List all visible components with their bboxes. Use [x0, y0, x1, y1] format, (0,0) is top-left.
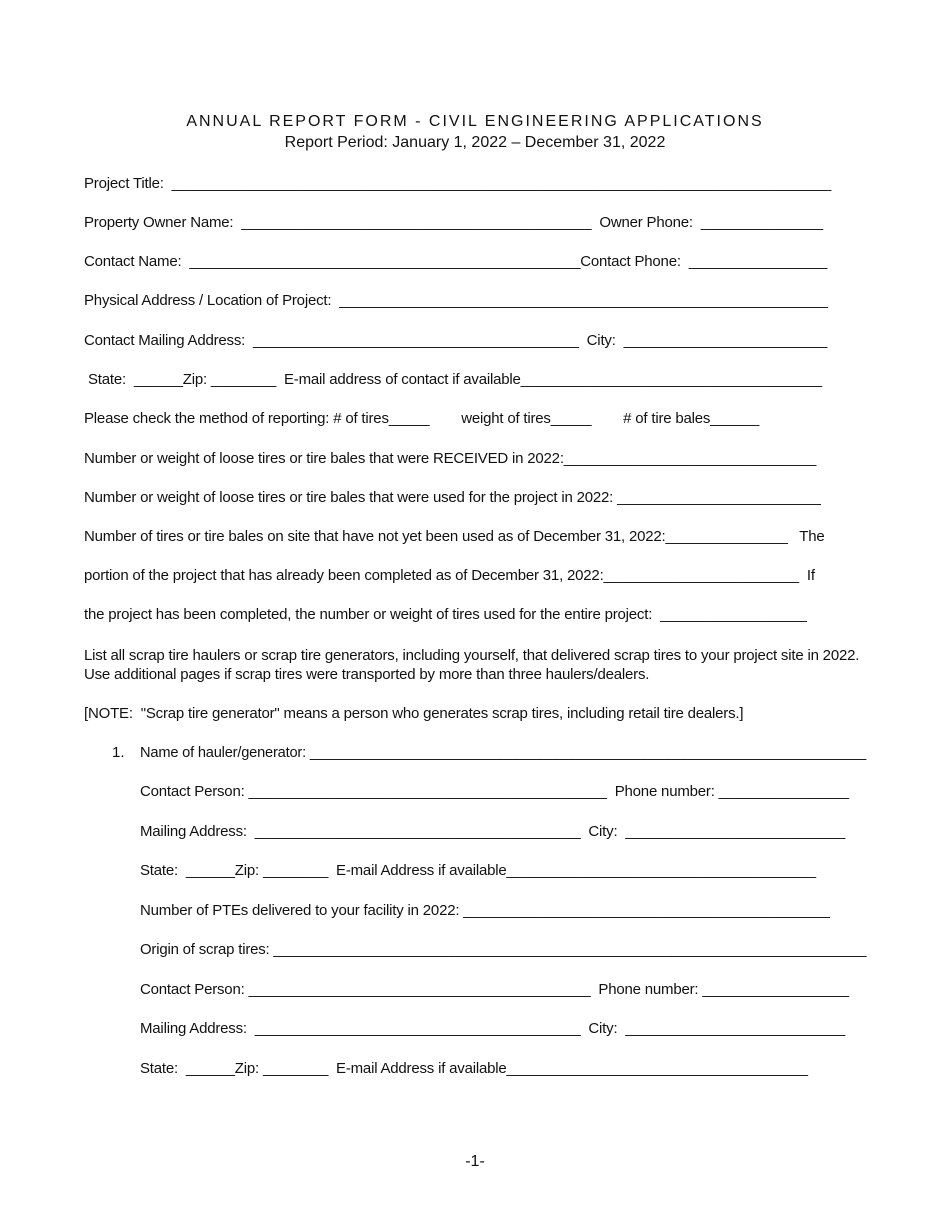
entire-project-tires-field[interactable]: the project has been completed, the number or weight of tires used for the entire project: __________________: [84, 606, 807, 623]
portion-completed-field[interactable]: portion of the project that has already been completed as of December 31, 2022:________________________ If: [84, 567, 815, 584]
hauler-contact-person-field[interactable]: Contact Person: ____________________________________________ Phone number: ________________: [140, 783, 849, 800]
note-text: [NOTE: "Scrap tire generator" means a person who generates scrap tires, including retail tire dealers.]: [84, 705, 744, 722]
state-zip-email-field[interactable]: State: ______Zip: ________ E-mail address of contact if available_____________________________________: [84, 371, 822, 388]
hauler-mailing-field[interactable]: Mailing Address: ________________________________________ City: ___________________________: [140, 823, 846, 840]
haulers-instructions: List all scrap tire haulers or scrap tire generators, including yourself, that delivered scrap tires to your project site in 2022. Use additional pages if scrap tires were transported by more than three haulers/dealers.: [84, 647, 860, 683]
contact-name-field[interactable]: Contact Name: ________________________________________________Contact Phone: _________________: [84, 253, 828, 270]
origin-scrap-tires-field[interactable]: Origin of scrap tires: _________________________________________________________________________: [140, 941, 867, 958]
tires-used-field[interactable]: Number or weight of loose tires or tire bales that were used for the project in 2022: _________________________: [84, 489, 821, 506]
form-title: ANNUAL REPORT FORM - CIVIL ENGINEERING APPLICATIONS: [186, 113, 764, 130]
physical-address-field[interactable]: Physical Address / Location of Project: ____________________________________________________________: [84, 292, 828, 309]
report-period: Report Period: January 1, 2022 – December 31, 2022: [284, 134, 666, 151]
project-title-field[interactable]: Project Title: _________________________________________________________________________________: [84, 175, 832, 192]
contact-mailing-field[interactable]: Contact Mailing Address: ________________________________________ City: _________________________: [84, 332, 828, 349]
page-number: -1-: [465, 1153, 485, 1170]
tires-received-field[interactable]: Number or weight of loose tires or tire bales that were RECEIVED in 2022:_______________________________: [84, 450, 817, 467]
property-owner-field[interactable]: Property Owner Name: ___________________________________________ Owner Phone: _______________: [84, 214, 823, 231]
origin-state-zip-field[interactable]: State: ______Zip: ________ E-mail Address if available_____________________________________: [140, 1060, 808, 1077]
hauler-name-field[interactable]: Name of hauler/generator: ______________________________________________________________________: [140, 744, 867, 761]
origin-mailing-field[interactable]: Mailing Address: ________________________________________ City: ___________________________: [140, 1020, 846, 1037]
origin-contact-person-field[interactable]: Contact Person: __________________________________________ Phone number: __________________: [140, 981, 849, 998]
tires-on-site-field[interactable]: Number of tires or tire bales on site that have not yet been used as of December 31, 2022:_______________ The: [84, 528, 825, 545]
list-number: 1.: [112, 744, 125, 761]
hauler-state-zip-field[interactable]: State: ______Zip: ________ E-mail Address if available______________________________________: [140, 862, 816, 879]
ptes-delivered-field[interactable]: Number of PTEs delivered to your facility in 2022: _____________________________________________: [140, 902, 830, 919]
reporting-method-field[interactable]: Please check the method of reporting: # of tires_____ weight of tires_____ # of tire bales______: [84, 410, 760, 427]
